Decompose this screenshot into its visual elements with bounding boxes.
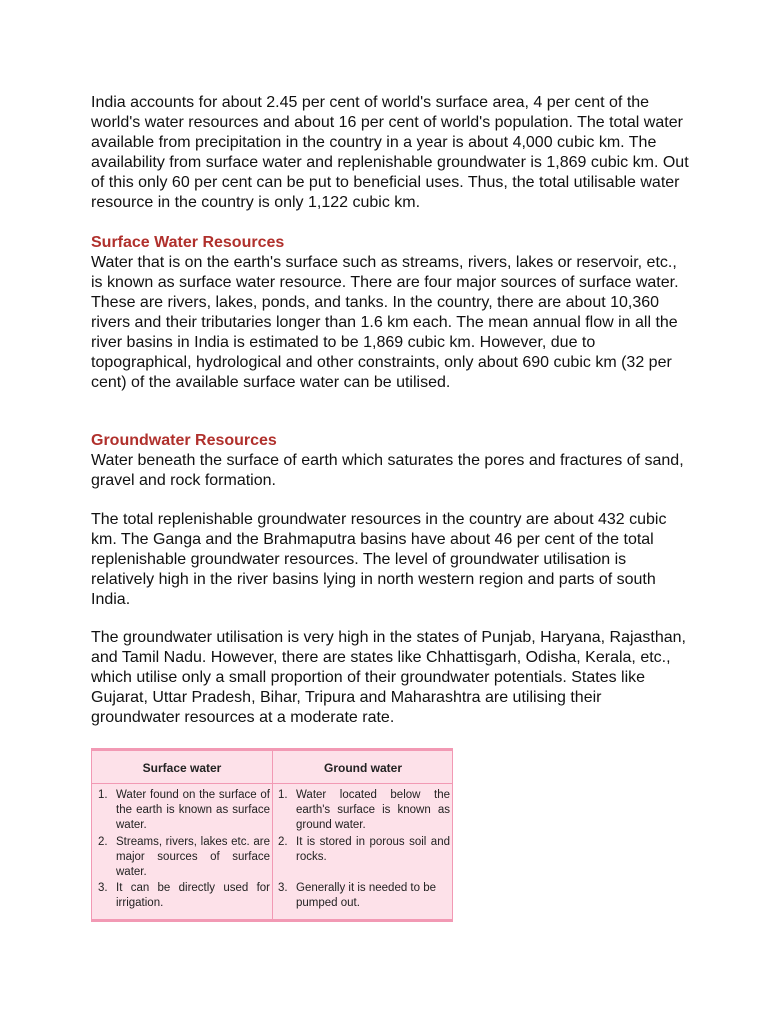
table-column-divider: [272, 751, 273, 919]
list-number: 2.: [278, 836, 288, 848]
surface-water-heading: Surface Water Resources: [91, 234, 285, 251]
list-text: Water found on the surface of the earth is known as surface water.: [116, 789, 270, 831]
list-text: Water located below the earth's surface is known as ground water.: [296, 789, 450, 831]
intro-paragraph: India accounts for about 2.45 per cent of world's surface area, 4 per cent of the world's water resources and about 16 per cent of world's population. The total water available from precipitation in the country in a year is about 4,000 cubic km. The availability from surface water and replenishable groundwater is 1,869 cubic km. Out of this only 60 per cent can be put to beneficial uses. Thus, the total utilisable water resource in the country is only 1,122 cubic km.: [91, 94, 689, 211]
surface-point-1: [98, 788, 270, 833]
list-number: 1.: [278, 789, 288, 801]
list-number: 3.: [98, 882, 108, 894]
list-number: 3.: [278, 882, 288, 894]
list-text: Streams, rivers, lakes etc. are major sources of surface water.: [116, 836, 270, 878]
table-header-surface: Surface water: [142, 761, 222, 775]
groundwater-definition: Water beneath the surface of earth which saturates the pores and fractures of sand, gravel and rock formation.: [91, 452, 684, 489]
groundwater-paragraph-1: The total replenishable groundwater resources in the country are about 432 cubic km. The Ganga and the Brahmaputra basins have about 46 per cent of the total replenishable groundwater resources. The level of groundwater utilisation is relatively high in the river basins lying in north western region and parts of south India.: [91, 511, 667, 608]
table-header-ground: Ground water: [323, 761, 402, 775]
surface-point-2: [98, 835, 270, 880]
ground-point-2: [278, 835, 450, 865]
surface-point-3: [98, 881, 270, 911]
groundwater-heading: Groundwater Resources: [91, 432, 277, 449]
comparison-table: [91, 748, 453, 922]
list-number: 2.: [98, 836, 108, 848]
list-number: 1.: [98, 789, 108, 801]
ground-point-3: [278, 881, 450, 911]
list-text: It can be directly used for irrigation.: [116, 882, 270, 909]
table-header-divider: [92, 783, 452, 784]
surface-water-paragraph: Water that is on the earth's surface such as streams, rivers, lakes or reservoir, etc., is known as surface water resource. There are four major sources of surface water. These are rivers, lakes, ponds, and tanks. In the country, there are about 10,360 rivers and their tributaries longer than 1.6 km each. The mean annual flow in all the river basins in India is estimated to be 1,869 cubic km. However, due to topographical, hydrological and other constraints, only about 690 cubic km (32 per cent) of the available surface water can be utilised.: [91, 254, 679, 391]
list-text: It is stored in porous soil and rocks.: [296, 836, 450, 863]
list-text: Generally it is needed to be pumped out.: [296, 882, 437, 909]
groundwater-paragraph-2: The groundwater utilisation is very high in the states of Punjab, Haryana, Rajasthan, and Tamil Nadu. However, there are states like Chhattisgarh, Odisha, Kerala, etc., which utilise only a small proportion of their groundwater potentials. States like Gujarat, Uttar Pradesh, Bihar, Tripura and Maharashtra are utilising their groundwater resources at a moderate rate.: [91, 629, 686, 726]
ground-point-1: [278, 788, 450, 833]
